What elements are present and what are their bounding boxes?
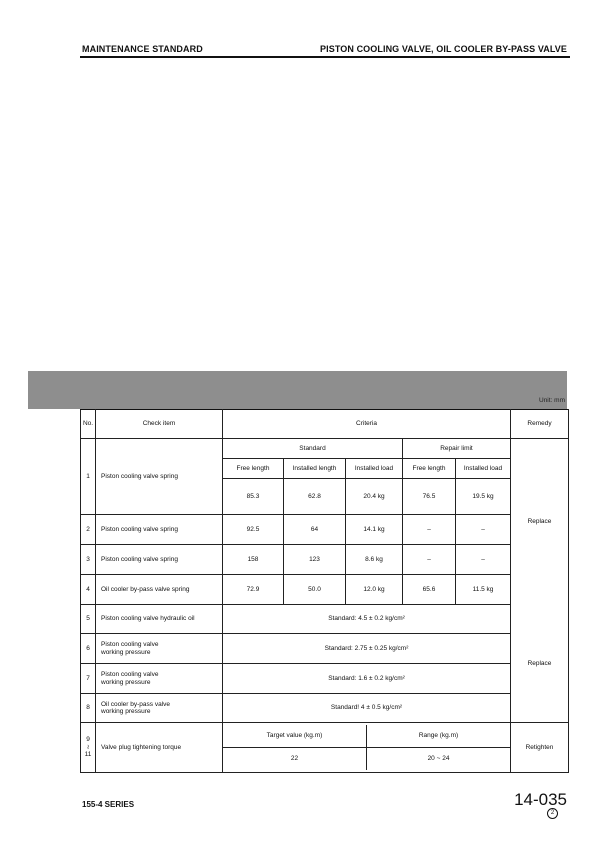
row-no-start: 9 <box>86 736 90 744</box>
cell-rep-inst-load: 19.5 kg <box>456 479 511 515</box>
row-check-item <box>96 694 223 723</box>
row-criteria: Standard: 1.6 ± 0.2 kg/cm² <box>223 664 511 694</box>
table-row <box>81 545 569 575</box>
illustration-placeholder-band <box>28 371 567 409</box>
rep-free-length-header: Free length <box>403 459 456 479</box>
cell-std-free: 72.9 <box>223 575 284 605</box>
repair-limit-group-header: Repair limit <box>403 439 511 459</box>
cell-rep-inst-load: 11.5 kg <box>456 575 511 605</box>
remedy-retighten: Retighten <box>511 723 569 773</box>
row-no: 5 <box>81 605 96 634</box>
row-check-item: Piston cooling valve spring <box>96 439 223 515</box>
row-criteria: Standard: 2.75 ± 0.25 kg/cm² <box>223 634 511 664</box>
header-section-title: MAINTENANCE STANDARD <box>82 44 203 54</box>
row-check-item-line2: working pressure <box>101 708 151 715</box>
table-row <box>81 664 569 694</box>
table-row <box>81 605 569 634</box>
cell-std-inst-load: 14.1 kg <box>346 515 403 545</box>
torque-criteria <box>223 723 511 773</box>
row-check-item: Piston cooling valve spring <box>96 515 223 545</box>
row-check-item <box>96 664 223 694</box>
row-no: 2 <box>81 515 96 545</box>
cell-rep-free: 76.5 <box>403 479 456 515</box>
cell-std-inst-len: 62.8 <box>284 479 346 515</box>
row-check-item-line1: Oil cooler by-pass valve <box>101 700 170 708</box>
torque-subgrid <box>223 725 510 770</box>
page-number: 14-035 <box>514 790 567 809</box>
series-label: 155-4 SERIES <box>82 800 135 809</box>
standard-group-header: Standard <box>223 439 403 459</box>
header-page-topic: PISTON COOLING VALVE, OIL COOLER BY-PASS VALVE <box>320 44 567 54</box>
table-row <box>81 515 569 545</box>
table-row <box>81 439 569 459</box>
cell-std-inst-len: 50.0 <box>284 575 346 605</box>
table-row <box>81 634 569 664</box>
rep-installed-load-header: Installed load <box>456 459 511 479</box>
table-row <box>81 575 569 605</box>
row-no: 3 <box>81 545 96 575</box>
cell-rep-free: – <box>403 545 456 575</box>
row-check-item: Oil cooler by-pass valve spring <box>96 575 223 605</box>
maintenance-standard-table <box>80 409 569 773</box>
cell-std-free: 85.3 <box>223 479 284 515</box>
table-row <box>81 694 569 723</box>
revision-mark: 2 <box>547 808 558 819</box>
row-check-item <box>96 634 223 664</box>
row-criteria: Standard: 4.5 ± 0.2 kg/cm² <box>223 605 511 634</box>
remedy-replace-1: Replace <box>511 439 569 605</box>
cell-std-free: 158 <box>223 545 284 575</box>
row-check-item-line1: Piston cooling valve <box>101 641 159 649</box>
row-no <box>81 723 96 773</box>
unit-label: Unit: mm <box>539 397 565 404</box>
remedy-replace-2: Replace <box>511 605 569 723</box>
row-check-item: Piston cooling valve spring <box>96 545 223 575</box>
row-no: 8 <box>81 694 96 723</box>
cell-rep-free: – <box>403 515 456 545</box>
range-label: Range (kg.m) <box>367 725 511 748</box>
target-value: 22 <box>223 748 367 771</box>
cell-std-inst-len: 123 <box>284 545 346 575</box>
row-criteria: Standard! 4 ± 0.5 kg/cm² <box>223 694 511 723</box>
cell-rep-inst-load: – <box>456 545 511 575</box>
row-check-item-line1: Piston cooling valve <box>101 671 159 679</box>
col-remedy-header: Remedy <box>511 410 569 439</box>
row-no: 1 <box>81 439 96 515</box>
row-check-item-line2: working pressure <box>101 648 151 656</box>
cell-std-free: 92.5 <box>223 515 284 545</box>
row-check-item: Valve plug tightening torque <box>96 723 223 773</box>
cell-std-inst-load: 20.4 kg <box>346 479 403 515</box>
cell-rep-free: 65.6 <box>403 575 456 605</box>
row-check-item: Piston cooling valve hydraulic oil <box>96 605 223 634</box>
row-no-end: 11 <box>84 751 92 759</box>
target-value-label: Target value (kg.m) <box>223 725 367 748</box>
range-value: 20 ~ 24 <box>427 755 450 763</box>
row-no: 6 <box>81 634 96 664</box>
row-no: 4 <box>81 575 96 605</box>
table-row <box>81 723 569 773</box>
col-criteria-header: Criteria <box>223 410 511 439</box>
std-installed-length-header: Installed length <box>284 459 346 479</box>
cell-std-inst-load: 8.6 kg <box>346 545 403 575</box>
row-check-item-line2: working pressure <box>101 678 151 686</box>
row-no: 7 <box>81 664 96 694</box>
cell-rep-inst-load: – <box>456 515 511 545</box>
cell-std-inst-len: 64 <box>284 515 346 545</box>
row-no-range-sign: ≀ <box>86 743 90 751</box>
col-check-item-header: Check item <box>96 410 223 439</box>
header-rule <box>80 56 570 58</box>
cell-std-inst-load: 12.0 kg <box>346 575 403 605</box>
std-installed-load-header: Installed load <box>346 459 403 479</box>
std-free-length-header: Free length <box>223 459 284 479</box>
table-header-row <box>81 410 569 439</box>
col-no-header: No. <box>81 410 96 439</box>
